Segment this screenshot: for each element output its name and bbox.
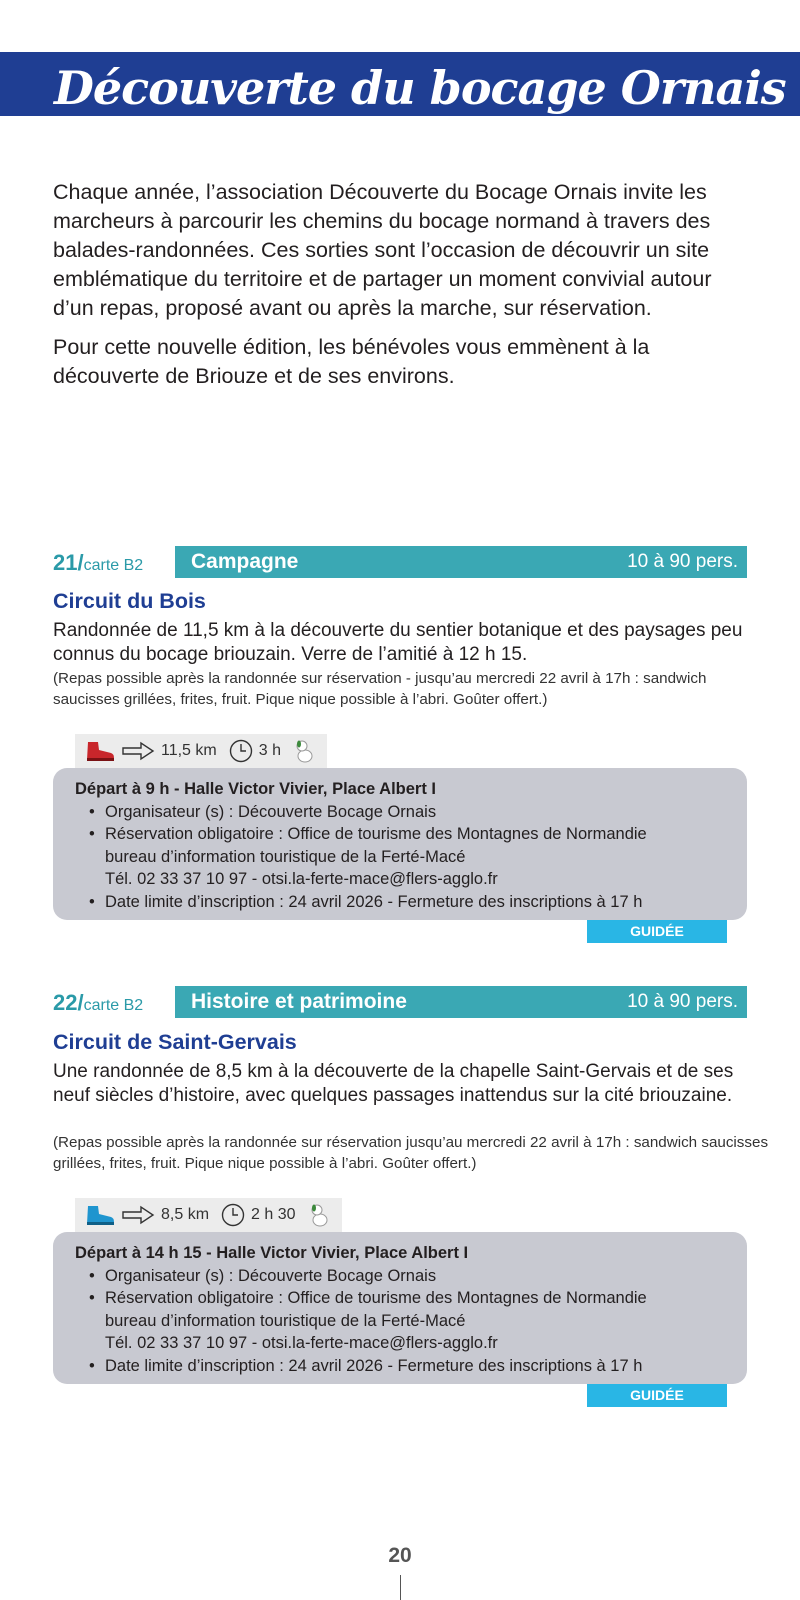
info-icons	[75, 1198, 342, 1232]
circuit-number: 22/carte B2	[53, 990, 144, 1015]
meal-note: (Repas possible après la randonnée sur réservation jusqu’au mercredi 22 avril à 17h : sandwich saucisses grillées, frites, fruit. Pique nique possible à l’abri. Goûter offert.)	[53, 1134, 769, 1172]
boot-icon	[85, 740, 115, 762]
departure-info-box	[53, 768, 747, 920]
category-label: Histoire et patrimoine	[191, 990, 407, 1013]
arrow-right-icon	[121, 741, 155, 761]
reservation-text: Réservation obligatoire : Office de tourisme des Montagnes de Normandie	[105, 825, 647, 843]
capacity-label: 10 à 90 pers.	[627, 991, 738, 1012]
circuit-description: Randonnée de 11,5 km à la découverte du sentier botanique et des paysages peu connus du bocage briouzain. Verre de l’amitié à 12 h 15.	[53, 620, 743, 665]
departure-line: Départ à 14 h 15 - Halle Victor Vivier, Place Albert I	[75, 1244, 469, 1262]
page-number: 20	[388, 1544, 412, 1567]
bureau-text: bureau d’information touristique de la Ferté-Macé	[105, 1311, 466, 1330]
boot-icon	[85, 1204, 115, 1226]
map-reference: carte B2	[83, 997, 144, 1014]
contact-text: Tél. 02 33 37 10 97 - otsi.la-ferte-mace@flers-agglo.fr	[105, 870, 498, 888]
guided-badge: GUIDÉE	[587, 920, 727, 943]
dog-icon	[308, 1202, 330, 1228]
page-title: Découverte du bocage Ornais	[54, 61, 786, 115]
departure-info-box	[53, 1232, 747, 1384]
circuit-description: Une randonnée de 8,5 km à la découverte de la chapelle Saint-Gervais et de ses neuf siècles d’histoire, avec quelques passages inattendus sur la cité briouzaine.	[53, 1061, 734, 1106]
arrow-right-icon	[121, 1205, 155, 1225]
intro-paragraph-2: Pour cette nouvelle édition, les bénévoles vous emmènent à la découverte de Briouze et de ses environs.	[53, 335, 650, 388]
reservation-item	[75, 1287, 735, 1355]
reservation-text: Réservation obligatoire : Office de tourisme des Montagnes de Normandie	[105, 1289, 647, 1307]
organizer-item: • Organisateur (s) : Découverte Bocage Ornais	[75, 801, 735, 824]
intro-paragraph-1: Chaque année, l’association Découverte du Bocage Ornais invite les marcheurs à parcourir les chemins du bocage normand à travers des balades-randonnées. Ces sorties sont l’occasion de découvrir un site emblématique du territoire et de partager un moment convivial autour d’un repas, proposé avant ou après la marche, sur réservation.	[53, 180, 712, 320]
circuit-title: Circuit du Bois	[53, 589, 206, 613]
deadline-item: • Date limite d’inscription : 24 avril 2026 - Fermeture des inscriptions à 17 h	[75, 891, 735, 914]
organizer-item: • Organisateur (s) : Découverte Bocage Ornais	[75, 1265, 735, 1288]
duration-value: 2 h 30	[251, 1206, 296, 1223]
clock-icon	[221, 1203, 245, 1227]
contact-text: Tél. 02 33 37 10 97 - otsi.la-ferte-mace@flers-agglo.fr	[105, 1334, 498, 1352]
info-icons	[75, 734, 327, 768]
deadline-item: • Date limite d’inscription : 24 avril 2026 - Fermeture des inscriptions à 17 h	[75, 1355, 735, 1378]
meal-note: (Repas possible après la randonnée sur réservation - jusqu’au mercredi 22 avril à 17h : sandwich saucisses grillées, frites, fruit. Pique nique possible à l’abri. Goûter offert.)	[53, 670, 707, 708]
category-bar	[175, 546, 747, 578]
distance-value: 8,5 km	[161, 1206, 210, 1223]
departure-line: Départ à 9 h - Halle Victor Vivier, Place Albert I	[75, 780, 437, 798]
distance-value: 11,5 km	[161, 742, 217, 759]
category-bar	[175, 986, 747, 1018]
clock-icon	[229, 739, 253, 763]
duration-value: 3 h	[258, 742, 281, 759]
intro-text	[53, 178, 753, 401]
circuit-title: Circuit de Saint-Gervais	[53, 1030, 297, 1054]
map-reference: carte B2	[83, 557, 144, 574]
capacity-label: 10 à 90 pers.	[627, 551, 738, 572]
reservation-item	[75, 823, 735, 891]
page-divider-line	[400, 1575, 401, 1600]
guided-badge: GUIDÉE	[587, 1384, 727, 1407]
category-label: Campagne	[191, 550, 299, 573]
circuit-number: 21/carte B2	[53, 550, 144, 575]
dog-icon	[293, 738, 315, 764]
bureau-text: bureau d’information touristique de la Ferté-Macé	[105, 847, 466, 866]
